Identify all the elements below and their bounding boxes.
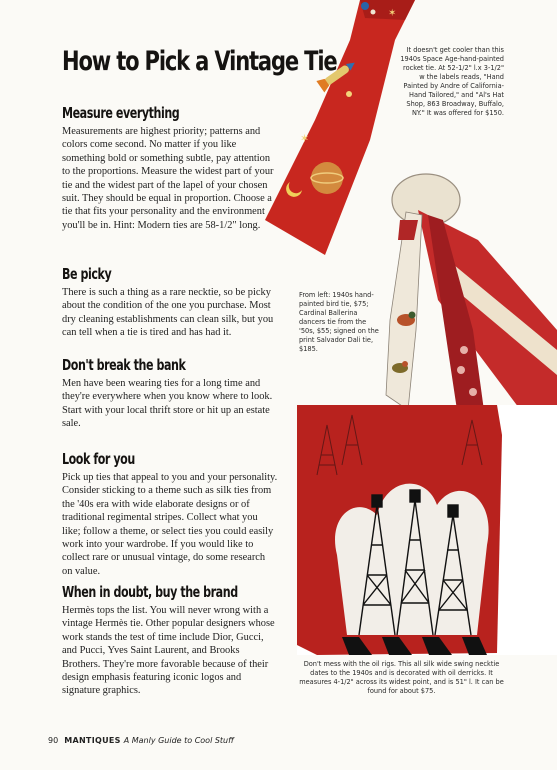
section-look-for-you [62,450,278,578]
section-body: Measurements are highest priority; patterns and colors come second. No matter if you like something bold or something subtle, pay attention to the proportions. Measure the widest part of your tie and the widest part of the lapel of your chosen suit. They should be equal in proportion. Choose a tie that fits your personality and the environment you'll be in. Hint: Modern ties are 58-1/2" long. [62,126,274,231]
section-heading: Don't break the bank [62,356,186,374]
section-body: Hermès tops the list. You will never wrong with a vintage Hermès tie. Other popular designers whose work stands the test of time include Dior, Gucci, and Pucci, Yves Saint Laurent, and Brooks Brothers. They're more favorable because of their design emphasis featuring iconic logos and signature graphics. [62,605,275,697]
section-heading: When in doubt, buy the brand [62,583,238,601]
bird-tie [386,212,422,410]
section-body: Men have been wearing ties for a long time and they're everywhere when you know where to look. Start with your local thrift store or hit up an estate sale. [62,378,273,430]
page-footer [48,736,234,745]
section-heading: Measure everything [62,104,180,122]
magazine-brand: MANTIQUES [64,736,121,745]
article-title: How to Pick a Vintage Tie [62,46,337,77]
magazine-tagline: A Manly Guide to Cool Stuff [123,736,234,745]
oil-derrick-tie-photo [297,405,557,655]
section-dont-break-the-bank [62,356,278,431]
star-motif: ✶ [300,133,310,145]
page-number: 90 [48,736,59,745]
planet-motif [311,162,343,194]
three-ties-caption: From left: 1940s hand-painted bird tie, $75; Cardinal Ballerina dancers tie from the '50s, $55; signed on the print Salvador Dali tie, $185. [299,291,379,353]
section-heading: Be picky [62,265,112,283]
section-buy-the-brand [62,583,278,698]
oil-rig-caption: Don't mess with the oil rigs. This all silk wide swing necktie dates to the 1940s and is decorated with oil derricks. It measures 4-1/2" across its widest point, and is 51" l. It can be found for about $75. [299,660,504,695]
section-be-picky [62,265,278,340]
section-measure-everything [62,104,278,232]
section-heading: Look for you [62,450,135,468]
svg-text:✶: ✶ [388,8,397,19]
section-body: There is such a thing as a rare necktie, so be picky about the condition of the one you purchase. Most dry cleaning establishments can clean silk, but you can tell when a tie is tired and has had it. [62,287,274,339]
section-body: Pick up ties that appeal to you and your personality. Consider sticking to a theme such as silk ties from the '40s era with wide elaborate designs or of traditional regimental stripes. Collect what you like; follow a theme, or select ties you could easily work into your wardrobe. If you would like to collect rare or unusual vintage, do some research on value. [62,472,278,577]
space-tie-caption: It doesn't get cooler than this 1940s Space Age-hand-painted rocket tie. At 52-1/2" l.x 3-1/2" w the labels reads, "Hand Painted by Andre of California-Hand Tailored," and "Al's Hat Shop, 863 Broadway, Buffalo, NY." It was offered for $150. [400,46,504,117]
